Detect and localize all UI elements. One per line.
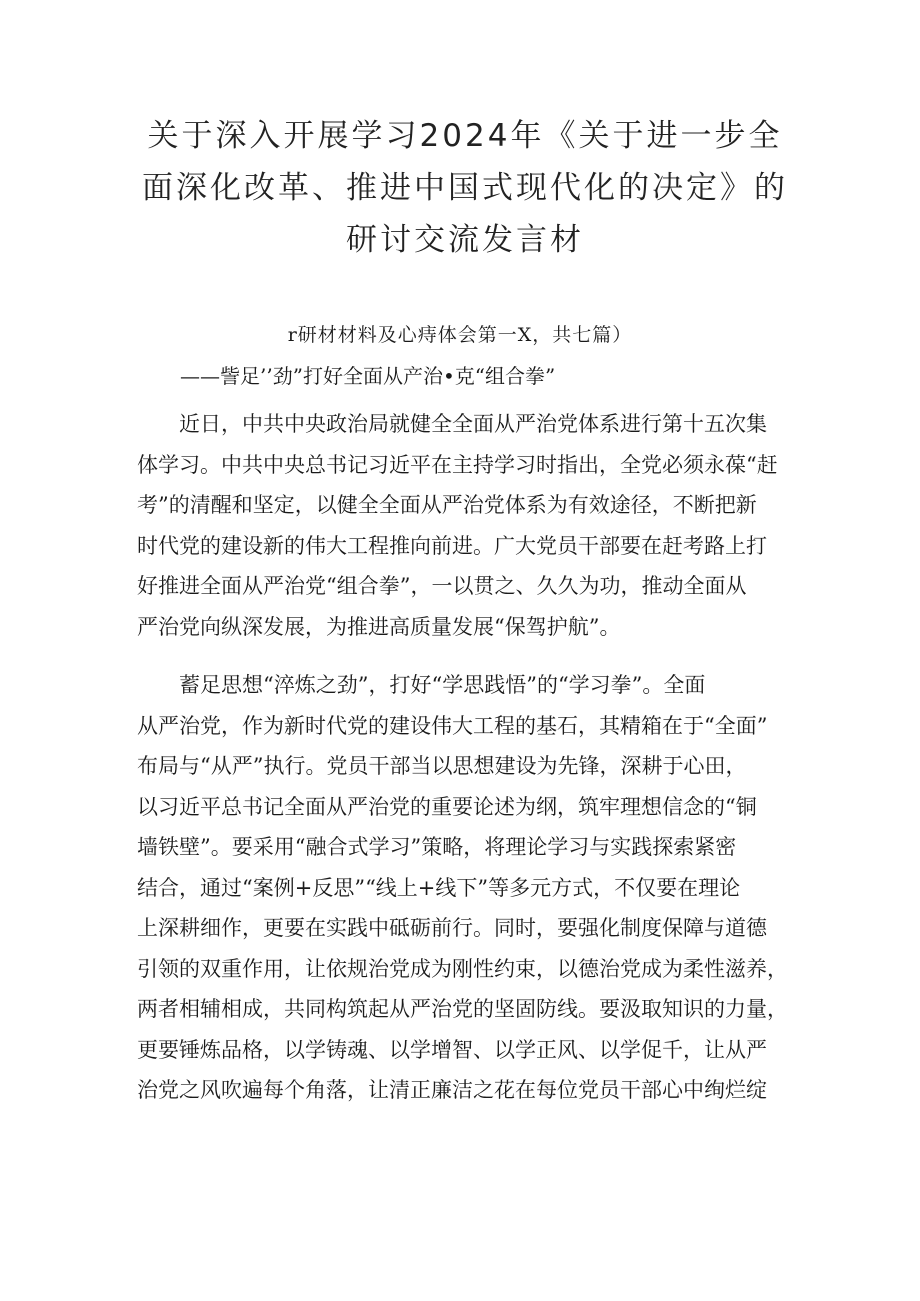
paragraph-line: 布局与“从严”执行。党员干部当以思想建设为先锋，深耕于心田， (137, 754, 747, 778)
paragraph-line: 引领的双重作用，让依规治党成为刚性约束，以德治党成为柔性滋养， (137, 956, 788, 981)
paragraph-line: 两者相辅相成，共同构筑起从严治党的坚固防线。要汲取知识的力量， (137, 997, 788, 1021)
paragraph-line: 蓄足思想“淬炼之劲”，打好“学思践悟”的“学习拳”。全面 (179, 673, 706, 697)
paragraph-line: 考”的清醒和坚定，以健全全面从严治党体系为有效途径，不断把新 (137, 493, 757, 517)
paragraph-line: 结合，通过“案例+反思”“线上+线下”等多元方式，不仅要在理论 (137, 875, 741, 900)
section-heading: ——訾足’’劲”打好全面从产治•克“组合拳” (180, 364, 556, 388)
paragraph-line: 上深耕细作，更要在实践中砥砺前行。同时，要强化制度保障与道德 (137, 916, 767, 940)
paragraph-line: 以习近平总书记全面从严治党的重要论述为纲，筑牢理想信念的“铜 (137, 794, 757, 819)
title-line-1: 关于深入开展学习2024年《关于进一步全 (147, 118, 783, 154)
paragraph-line: 好推进全面从严治党“组合拳”，一以贯之、久久为功，推动全面从 (137, 574, 747, 598)
paragraph-line: 严治党向纵深发展，为推进高质量发展“保驾护航”。 (137, 614, 621, 639)
paragraph-line: 从严治党，作为新时代党的建设伟大工程的基石，其精箱在于“全面” (137, 713, 768, 738)
paragraph-2 (137, 665, 797, 1111)
paragraph-1 (137, 404, 797, 647)
paragraph-line: 墙铁壁”。要采用“融合式学习”策略，将理论学习与实践探索紧密 (137, 835, 737, 859)
title-line-3: 研讨交流发言材 (346, 222, 584, 258)
document-subtitle: r研材材料及心痔体会第一X，共七篇） (287, 324, 633, 346)
document-title (120, 110, 810, 266)
paragraph-line: 近日，中共中央政治局就健全全面从严治党体系进行第十五次集 (179, 412, 767, 436)
paragraph-line: 更要锤炼品格，以学铸魂、以学增智、以学正风、以学促千，让从严 (137, 1037, 767, 1062)
title-line-2: 面深化改革、推进中国式现代化的决定》的 (142, 170, 788, 206)
paragraph-line: 治党之风吹遍每个角落，让清正廉洁之花在每位党员干部心中绚烂绽 (137, 1078, 767, 1102)
paragraph-line: 时代党的建设新的伟大工程推向前进。广大党员干部要在赶考路上打 (137, 533, 767, 558)
paragraph-line: 体学习。中共中央总书记习近平在主持学习时指出，全党必须永葆“赶 (137, 452, 778, 477)
